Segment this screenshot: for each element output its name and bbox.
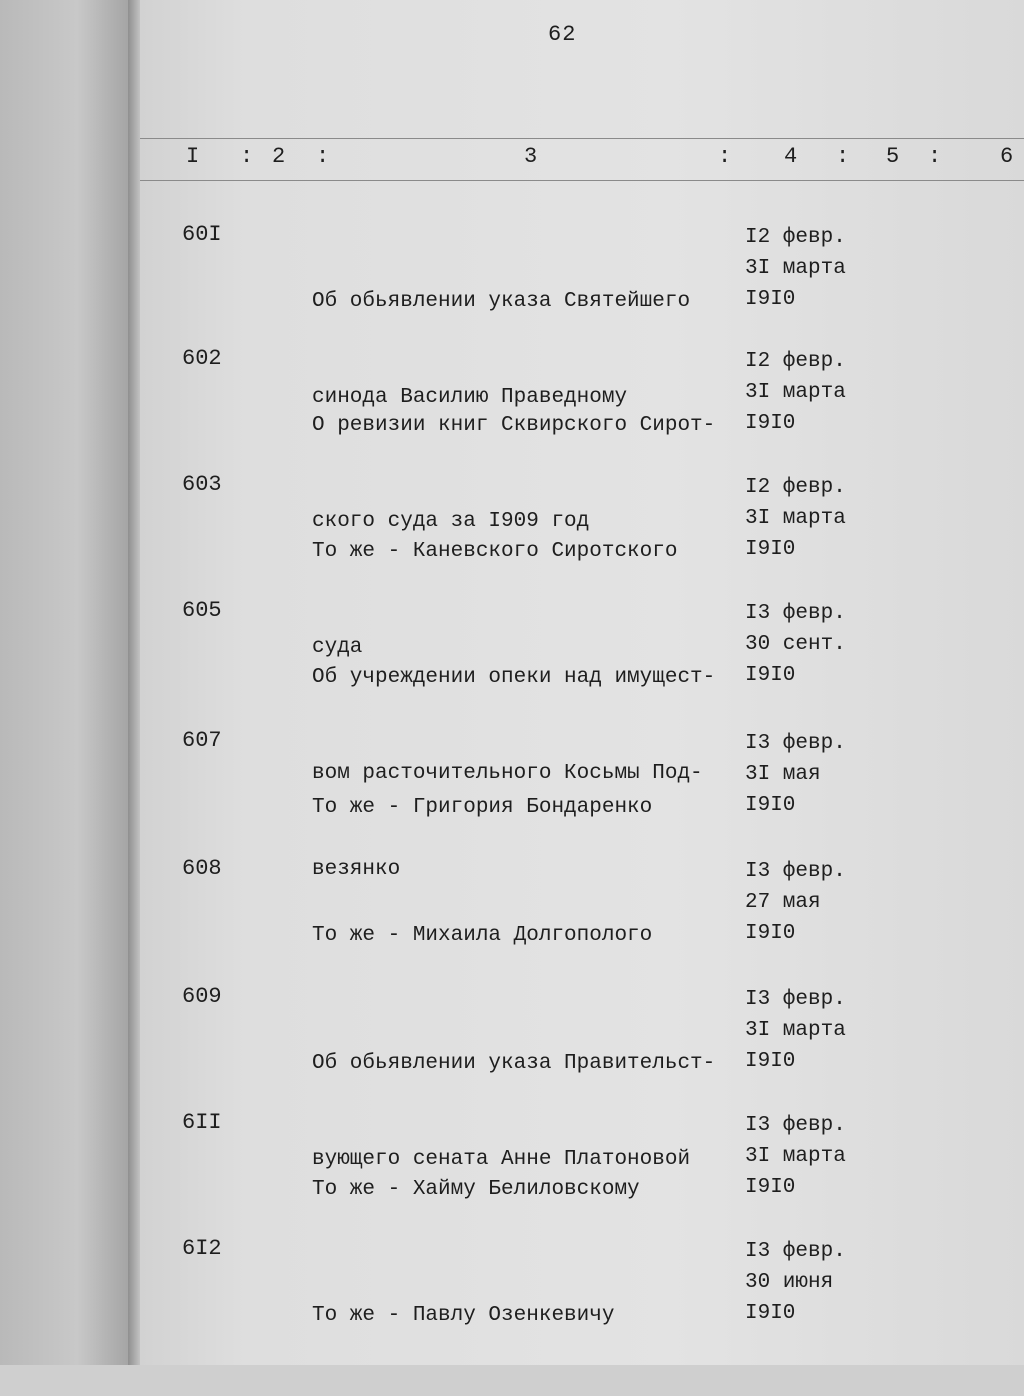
entry-title-line: То же - Михаила Долгополого xyxy=(312,924,653,947)
entry-number: 60I xyxy=(182,222,222,247)
end-date: 3I марта xyxy=(745,507,846,530)
start-date: I3 февр. xyxy=(745,988,846,1011)
start-date: I3 февр. xyxy=(745,1114,846,1137)
column-separator: : xyxy=(316,144,330,169)
entry-number: 6I2 xyxy=(182,1236,222,1261)
entry-title-line: То же - Каневского Сиротского xyxy=(312,540,678,563)
start-date: I3 февр. xyxy=(745,732,846,755)
entry-row xyxy=(0,1110,1024,1220)
start-date: I3 февр. xyxy=(745,1240,846,1263)
entry-title-line: везянко xyxy=(312,858,401,881)
entry-title-line: суда xyxy=(312,636,363,659)
entry-dates xyxy=(745,1236,885,1329)
entry-title xyxy=(312,1236,742,1396)
entry-dates xyxy=(745,346,885,439)
entry-number: 602 xyxy=(182,346,222,371)
end-date: 3I марта xyxy=(745,1145,846,1168)
entry-dates xyxy=(745,598,885,691)
end-date: 3I марта xyxy=(745,257,846,280)
start-date: I2 февр. xyxy=(745,226,846,249)
entry-row xyxy=(0,856,1024,966)
start-date: I2 февр. xyxy=(745,350,846,373)
entry-row xyxy=(0,1236,1024,1346)
column-header-3: 3 xyxy=(524,144,538,169)
header-bottom-rule xyxy=(140,180,1024,181)
year: I9I0 xyxy=(745,794,796,817)
start-date: I3 февр. xyxy=(745,860,846,883)
entry-title-line: синода Василию Праведному xyxy=(312,386,628,409)
entry-number: 603 xyxy=(182,472,222,497)
entry-number: 609 xyxy=(182,984,222,1009)
entry-title-line: То же - Павлу Озенкевичу xyxy=(312,1304,615,1327)
year: I9I0 xyxy=(745,922,796,945)
column-separator: : xyxy=(836,144,850,169)
end-date: 27 мая xyxy=(745,891,821,914)
entry-title-line: ского суда за I909 год xyxy=(312,510,590,533)
year: I9I0 xyxy=(745,538,796,561)
column-header-6: 6 xyxy=(1000,144,1014,169)
entry-title-line: Об учреждении опеки над имущест- xyxy=(312,666,716,689)
column-header-4: 4 xyxy=(784,144,798,169)
entry-row xyxy=(0,728,1024,838)
year: I9I0 xyxy=(745,288,796,311)
entry-dates xyxy=(745,472,885,565)
end-date: 30 июня xyxy=(745,1271,834,1294)
entry-dates xyxy=(745,856,885,949)
start-date: I2 февр. xyxy=(745,476,846,499)
entry-title-line: вующего сената Анне Платоновой xyxy=(312,1148,691,1171)
entry-title-line: То же - Григория Бондаренко xyxy=(312,796,653,819)
page-number: 62 xyxy=(548,22,577,47)
end-date: 3I мая xyxy=(745,763,821,786)
year: I9I0 xyxy=(745,1176,796,1199)
entry-dates xyxy=(745,222,885,315)
entry-number: 608 xyxy=(182,856,222,881)
year: I9I0 xyxy=(745,1050,796,1073)
column-header-2: 2 xyxy=(272,144,286,169)
end-date: 30 сент. xyxy=(745,633,846,656)
entry-title-line: Об обьявлении указа Правительст- xyxy=(312,1052,716,1075)
header-top-rule xyxy=(140,138,1024,139)
column-header-5: 5 xyxy=(886,144,900,169)
year: I9I0 xyxy=(745,412,796,435)
end-date: 3I марта xyxy=(745,1019,846,1042)
entry-number: 6II xyxy=(182,1110,222,1135)
entry-title-line: О ревизии книг Сквирского Сирот- xyxy=(312,414,716,437)
column-separator: : xyxy=(718,144,732,169)
entry-title-line: Об обьявлении указа Святейшего xyxy=(312,290,691,313)
entry-number: 605 xyxy=(182,598,222,623)
entry-number: 607 xyxy=(182,728,222,753)
entry-title-line: вом расточительного Косьмы Под- xyxy=(312,762,703,785)
year: I9I0 xyxy=(745,664,796,687)
year: I9I0 xyxy=(745,1302,796,1325)
end-date: 3I марта xyxy=(745,381,846,404)
entry-dates xyxy=(745,1110,885,1203)
start-date: I3 февр. xyxy=(745,602,846,625)
column-separator: : xyxy=(240,144,254,169)
entry-title-line: То же - Хайму Белиловскому xyxy=(312,1178,640,1201)
column-header-1: I xyxy=(186,144,200,169)
entry-dates xyxy=(745,728,885,821)
column-separator: : xyxy=(928,144,942,169)
entry-dates xyxy=(745,984,885,1077)
